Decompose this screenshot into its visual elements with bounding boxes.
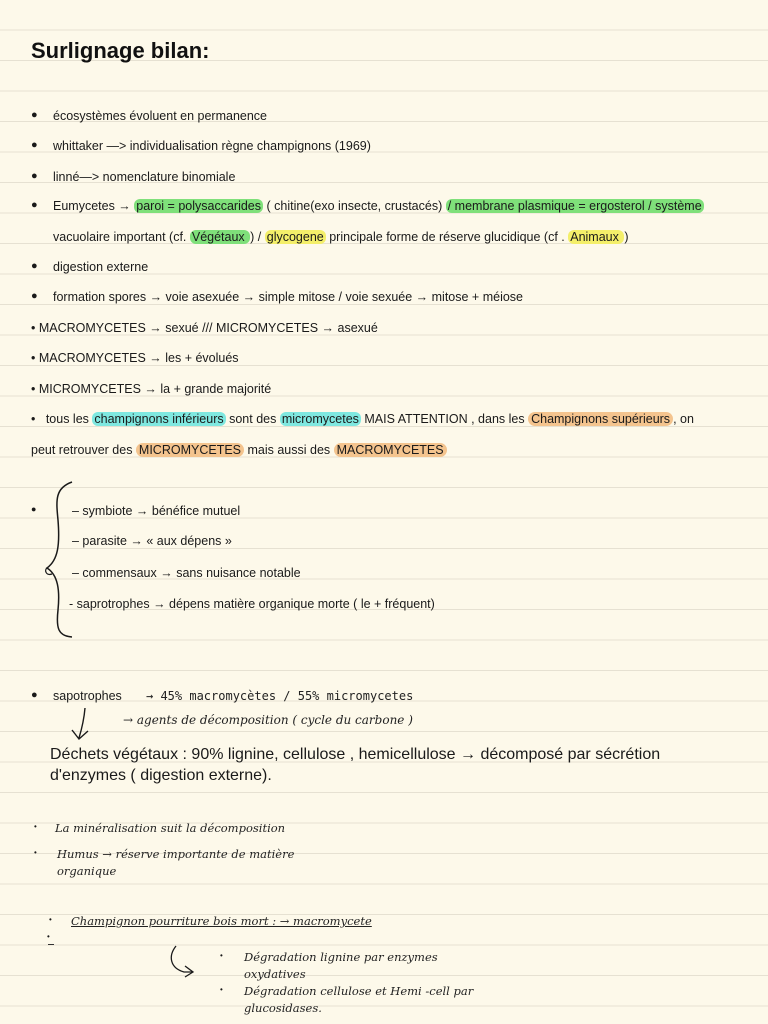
highlight-micromycetes: micromycetes [281, 412, 359, 426]
text: vacuolaire important (cf. [53, 230, 190, 244]
text: , on [673, 412, 694, 426]
relation-commensaux: – commensaux → sans nuisance notable [72, 566, 301, 580]
note-bois-mort: Champignon pourriture bois mort : → macromycete [71, 914, 372, 928]
text: Eumycetes → [53, 199, 135, 213]
note-cellulose-continued: glucosidases. [244, 1001, 322, 1015]
relation-symbiote: – symbiote → bénéfice mutuel [72, 504, 241, 518]
highlight-champignons-superieurs: Champignons supérieurs [528, 412, 673, 426]
highlight-vegetaux: Végétaux [191, 230, 249, 244]
bullet-dot: • [220, 985, 223, 994]
page-title: Surlignage bilan: [31, 38, 210, 63]
bullet-dot: ● [31, 170, 38, 182]
note-macro-evolues: • MACROMYCETES → les + évolués [31, 351, 239, 365]
bullet-dot: ● [31, 290, 38, 302]
note-humus: Humus → réserve importante de matière [57, 847, 295, 861]
note-linne: linné—> nomenclature binomiale [53, 170, 236, 184]
note-mineralisation: La minéralisation suit la décomposition [55, 821, 286, 835]
text: principale forme de réserve glucidique (cf . [325, 230, 569, 244]
relation-parasite: – parasite → « aux dépens » [72, 534, 232, 548]
bullet-dot: • [34, 822, 37, 831]
highlight-macromycetes-upper: MACROMYCETES [334, 443, 447, 457]
highlight-animaux: Animaux [570, 230, 623, 244]
note-digestion: digestion externe [53, 260, 149, 274]
bullet-dot: ● [31, 199, 38, 211]
text: tous les [45, 412, 93, 426]
sapro-stat: → 45% macromycètes / 55% micromycetes [146, 689, 414, 703]
sapro-agents: → agents de décomposition ( cycle du carbone ) [123, 713, 413, 727]
text: ) / [250, 230, 265, 244]
highlight-micromycetes-upper: MICROMYCETES [136, 443, 244, 457]
bullet-dot: ● [31, 139, 38, 151]
sapro-label: sapotrophes [53, 689, 122, 703]
bullet-dot: • [220, 951, 223, 960]
bullet-dot: ● [31, 504, 37, 514]
relation-saprotrophes: - saprotrophes → dépens matière organique morte ( le + fréquent) [69, 597, 435, 611]
note-ecosystemes: écosystèmes évoluent en permanence [53, 109, 268, 123]
note-macro-sexue: • MACROMYCETES → sexué /// MICROMYCETES → asexué [31, 321, 378, 335]
note-cellulose: Dégradation cellulose et Hemi -cell par [244, 984, 474, 998]
highlight-membrane: / membrane plasmique = ergosterol / système [447, 199, 702, 213]
highlight-paroi: paroi = polysaccarides [136, 199, 262, 213]
bullet-dot: ● [31, 689, 38, 701]
text: sont des [225, 412, 280, 426]
bullet-dot: • [34, 848, 37, 857]
text: mais aussi des [244, 443, 334, 457]
note-whittaker: whittaker —> individualisation règne champignons (1969) [53, 139, 371, 153]
bullet-dot: • [31, 412, 36, 426]
text: MAIS ATTENTION , dans les [360, 412, 529, 426]
note-humus-continued: organique [57, 864, 117, 878]
dechets-line-1: Déchets végétaux : 90% lignine, cellulose , hemicellulose → décomposé par sécrétion [50, 746, 661, 763]
note-lignine: Dégradation lignine par enzymes [244, 950, 438, 964]
highlight-glycogene: glycogene [266, 230, 324, 244]
bullet-dot: • [49, 915, 52, 924]
bullet-dot: ● [31, 260, 38, 272]
note-lignine-continued: oxydatives [244, 967, 306, 981]
bullet-dot: • [47, 932, 50, 941]
text: ) [624, 230, 629, 244]
dechets-line-2: d'enzymes ( digestion externe). [50, 767, 272, 784]
highlight-champignons-inferieurs: champignons inférieurs [94, 412, 224, 426]
note-spores: formation spores → voie asexuée → simple mitose / voie sexuée → mitose + méiose [53, 290, 523, 304]
text: peut retrouver des [31, 443, 136, 457]
note-micro-majorite: • MICROMYCETES → la + grande majorité [31, 382, 272, 396]
bullet-dot: ● [31, 109, 38, 121]
text: ( chitine(exo insecte, crustacés) [263, 199, 446, 213]
